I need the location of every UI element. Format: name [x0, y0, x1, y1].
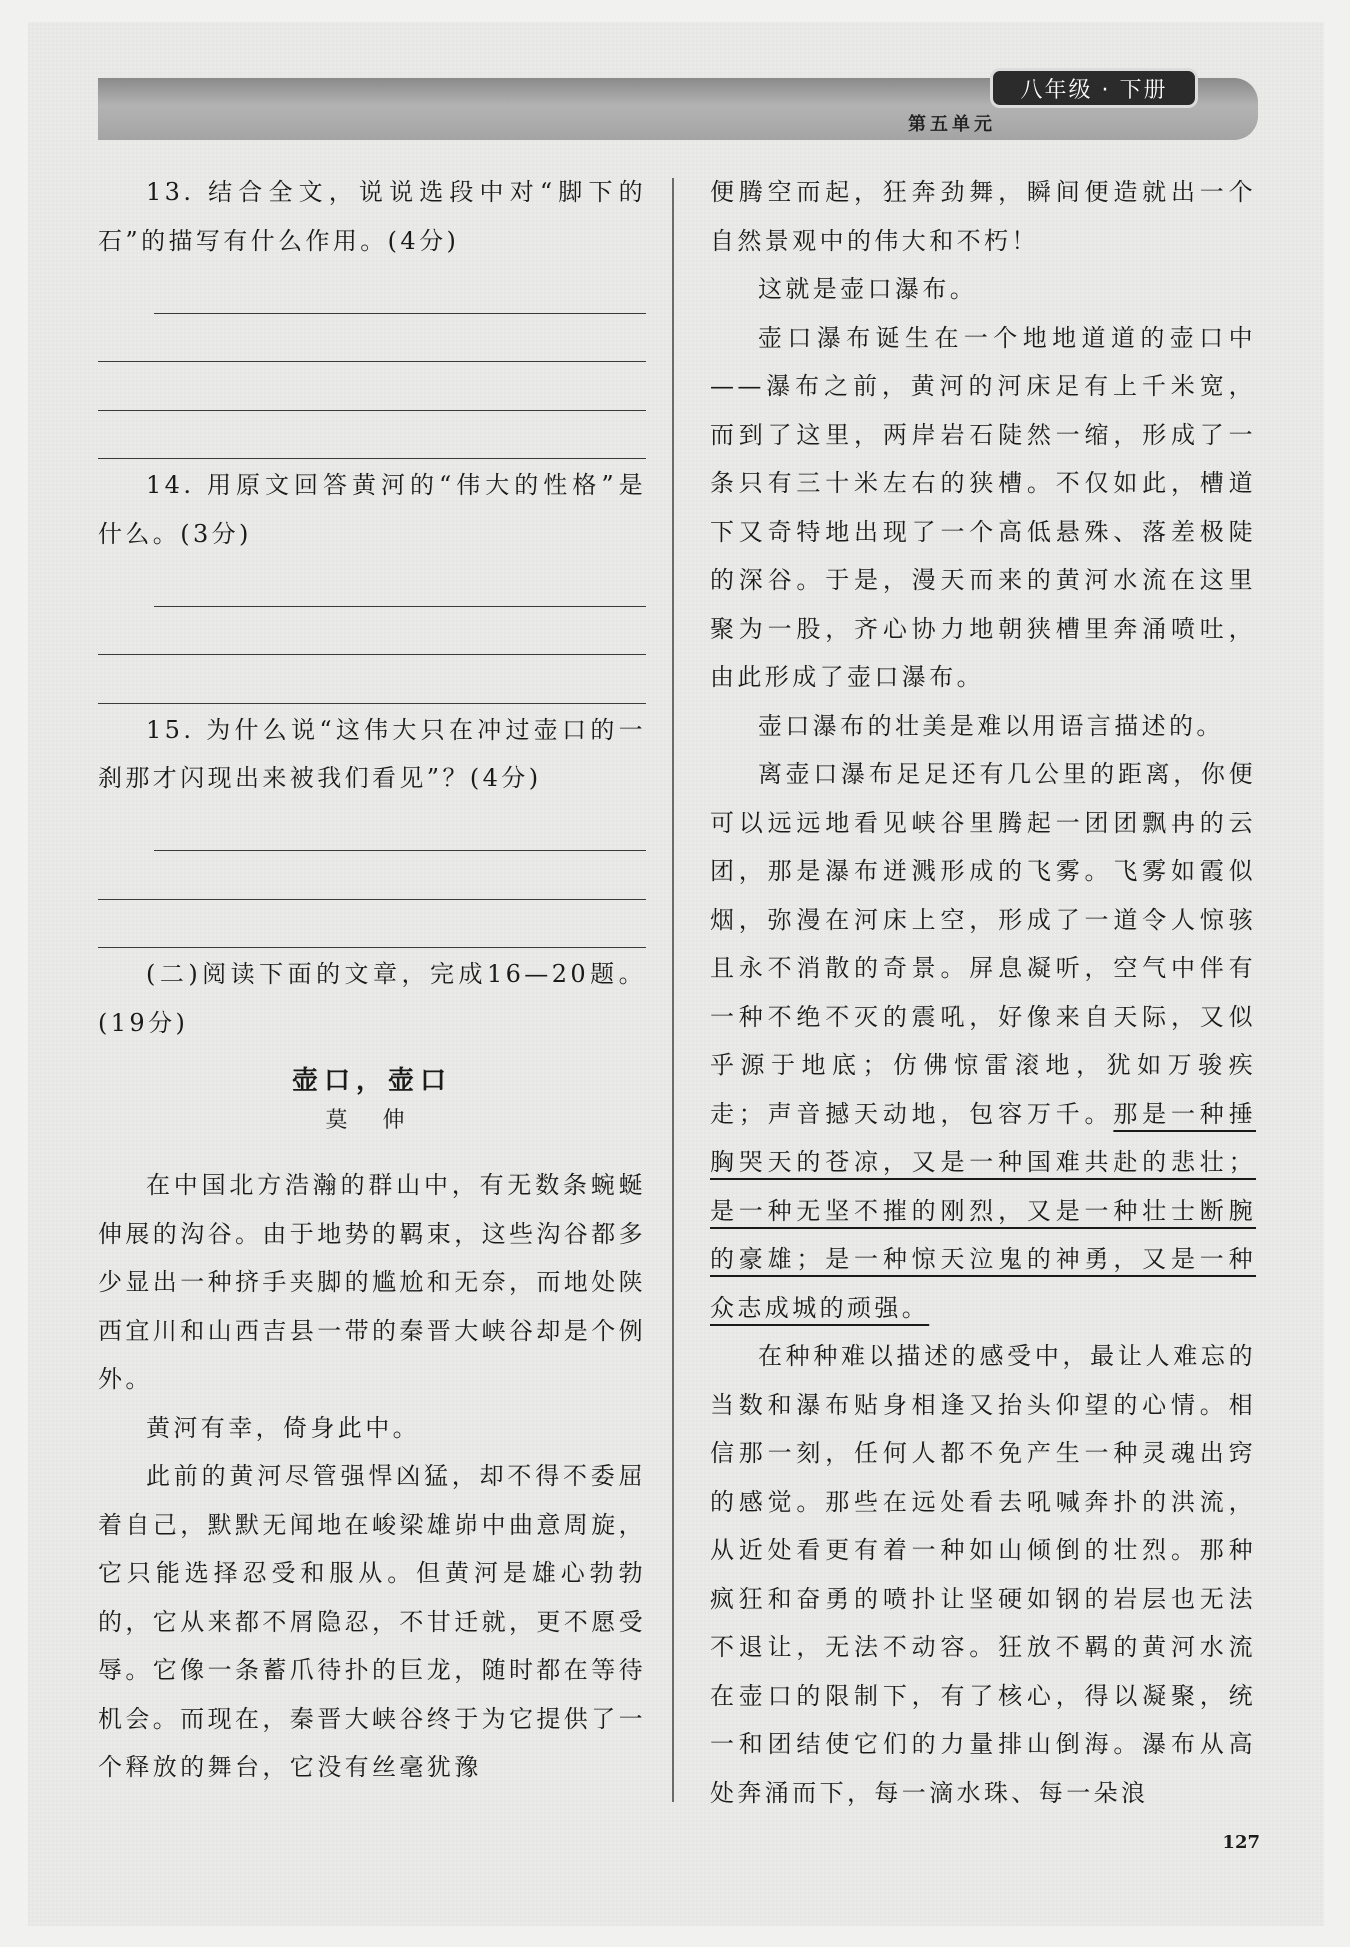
answer-line	[98, 851, 646, 900]
left-column	[98, 168, 646, 1792]
answer-line	[98, 655, 646, 704]
question-15: 15. 为什么说“这伟大只在冲过壶口的一刹那才闪现出来被我们看见”？(4分)	[98, 715, 646, 792]
answer-line	[154, 803, 646, 852]
answer-line	[98, 900, 646, 949]
answer-line	[98, 362, 646, 411]
underlined-passage: 那是一种捶胸哭天的苍凉，又是一种国难共赴的悲壮；是一种无坚不摧的刚烈，又是一种壮士断腕的豪雄；是一种惊天泣鬼的神勇，又是一种众志成城的顽强。	[710, 1099, 1257, 1322]
article-heading	[98, 1061, 646, 1141]
paragraph: 在种种难以描述的感受中，最让人难忘的当数和瀑布贴身相逢又抬头仰望的心情。相信那一刻，任何人都不免产生一种灵魂出窍的感觉。那些在远处看去吼喊奔扑的洪流，从近处看更有着一种如山倾倒的壮烈。那种疯狂和奋勇的喷扑让坚硬如钢的岩层也无法不退让，无法不动容。狂放不羁的黄河水流在壶口的限制下，有了核心，得以凝聚，统一和团结使它们的力量排山倒海。瀑布从高处奔涌而下，每一滴水珠、每一朵浪	[710, 1342, 1256, 1807]
paragraph	[710, 750, 1256, 1332]
article-author: 莫 伸	[325, 1108, 419, 1133]
paragraph: 便腾空而起，狂奔劲舞，瞬间便造就出一个自然景观中的伟大和不朽！	[710, 178, 1256, 255]
paragraph-text: 离壶口瀑布足足还有几公里的距离，你便可以远远地看见峡谷里腾起一团团飘冉的云团，那是瀑布迸溅形成的飞雾。飞雾如霞似烟，弥漫在河床上空，形成了一道令人惊骇且永不消散的奇景。屏息凝听，空气中伴有一种不绝不灭的震吼，好像来自天际，又似乎源于地底；仿佛惊雷滚地，犹如万骏疾走；声音撼天动地，包容万千。	[710, 760, 1256, 1128]
column-divider	[672, 178, 674, 1802]
question-13: 13. 结合全文，说说选段中对“脚下的石”的描写有什么作用。(4分)	[98, 178, 646, 255]
answer-line	[154, 558, 646, 607]
paragraph: 壶口瀑布的壮美是难以用语言描述的。	[758, 711, 1224, 740]
page-number: 127	[1222, 1832, 1260, 1853]
paragraph: 在中国北方浩瀚的群山中，有无数条蜿蜒伸展的沟谷。由于地势的羁束，这些沟谷都多少显出一种挤手夹脚的尴尬和无奈，而地处陕西宜川和山西吉县一带的秦晋大峡谷却是个例外。	[98, 1171, 646, 1393]
right-column	[710, 168, 1256, 1817]
unit-label: 第五单元	[908, 114, 996, 135]
question-14: 14. 用原文回答黄河的“伟大的性格”是什么。(3分)	[98, 471, 646, 548]
paragraph: 这就是壶口瀑布。	[758, 275, 978, 303]
paragraph: 此前的黄河尽管强悍凶猛，却不得不委屈着自己，默默无闻地在峻梁雄峁中曲意周旋，它只能选择忍受和服从。但黄河是雄心勃勃的，它从来都不屑隐忍，不甘迁就，更不愿受辱。它像一条蓄爪待扑的巨龙，随时都在等待机会。而现在，秦晋大峡谷终于为它提供了一个释放的舞台，它没有丝毫犹豫	[98, 1462, 646, 1781]
article-title: 壶口，壶口	[291, 1066, 452, 1096]
answer-line	[98, 411, 646, 460]
answer-line	[154, 265, 646, 314]
section-heading: (二)阅读下面的文章，完成16—20题。(19分)	[98, 960, 646, 1037]
paragraph: 壶口瀑布诞生在一个地地道道的壶口中——瀑布之前，黄河的河床足有上千米宽，而到了这里，两岸岩石陡然一缩，形成了一条只有三十米左右的狭槽。不仅如此，槽道下又奇特地出现了一个高低悬殊、落差极陡的深谷。于是，漫天而来的黄河水流在这里聚为一股，齐心协力地朝狭槽里奔涌喷吐，由此形成了壶口瀑布。	[710, 323, 1256, 691]
answer-line	[98, 314, 646, 363]
answer-line	[98, 607, 646, 656]
grade-label: 八年级 · 下册	[990, 68, 1198, 108]
paragraph: 黄河有幸，倚身此中。	[146, 1413, 420, 1442]
